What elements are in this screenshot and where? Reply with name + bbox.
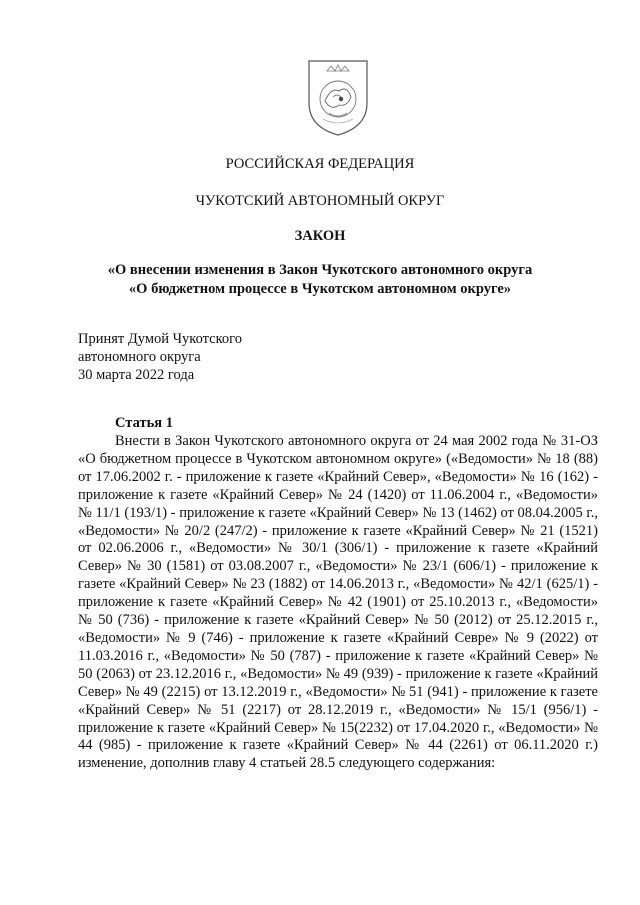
coat-of-arms-icon [303, 57, 373, 137]
adoption-line-2: автономного округа [78, 349, 201, 365]
adoption-note [78, 330, 242, 384]
article-1-text: Внести в Закон Чукотского автономного округа от 24 мая 2002 года № 31-ОЗ «О бюджетном процессе в Чукотском автономном округе» («Ведомости» № 18 (88) от 17.06.2002 г. - приложение к газете «Крайний Север», «Ведомости» № 16 (162) - приложение к газете «Крайний Север» № 24 (1420) от 11.06.2004 г., «Ведомости» № 11/1 (193/1) - приложение к газете «Крайний Север» № 13 (1462) от 08.04.2005 г., «Ведомости» № 20/2 (247/2) - приложение к газете «Крайний Север» № 21 (1521) от 02.06.2006 г., «Ведомости» № 30/1 (306/1) - приложение к газете «Крайний Север» № 30 (1581) от 03.08.2007 г., «Ведомости» № 23/1 (606/1) - приложение к газете «Крайний Север» № 23 (1882) от 14.06.2013 г., «Ведомости» № 42/1 (625/1) - приложение к газете «Крайний Север» № 42 (1901) от 25.10.2013 г., «Ведомости» № 50 (736) - приложение к газете «Крайний Север» № 50 (2012) от 25.12.2015 г., «Ведомости» № 9 (746) - приложение к газете «Крайний Севре» № 9 (2022) от 11.03.2016 г., «Ведомости» № 50 (787) - приложение к газете «Крайний Север» № 50 (2063) от 23.12.2016 г., «Ведомости» № 49 (939) - приложение к газете «Крайний Север» № 49 (2215) от 13.12.2019 г., «Ведомости» № 51 (941) - приложение к газете «Крайний Север» № 51 (2217) от 28.12.2019 г., «Ведомости» № 15/1 (956/1) - приложение к газете «Крайний Север» № 15(2232) от 17.04.2020 г., «Ведомости» № 44 (985) - приложение к газете «Крайний Север» № 44 (2261) от 06.11.2020 г.) изменение, дополнив главу 4 статьей 28.5 следующего содержания: [78, 433, 598, 772]
law-title-line-2: «О бюджетном процессе в Чукотском автономном округе» [128, 281, 512, 297]
country-heading: РОССИЙСКАЯ ФЕДЕРАЦИЯ [225, 156, 415, 172]
article-1-heading: Статья 1 [115, 415, 173, 431]
adoption-date: 30 марта 2022 года [78, 367, 195, 383]
document-type: ЗАКОН [294, 228, 346, 244]
adoption-line-1: Принят Думой Чукотского [78, 331, 243, 347]
region-heading: ЧУКОТСКИЙ АВТОНОМНЫЙ ОКРУГ [195, 193, 445, 209]
law-title [0, 261, 640, 299]
law-title-line-1: «О внесении изменения в Закон Чукотского автономного округа [107, 262, 533, 278]
